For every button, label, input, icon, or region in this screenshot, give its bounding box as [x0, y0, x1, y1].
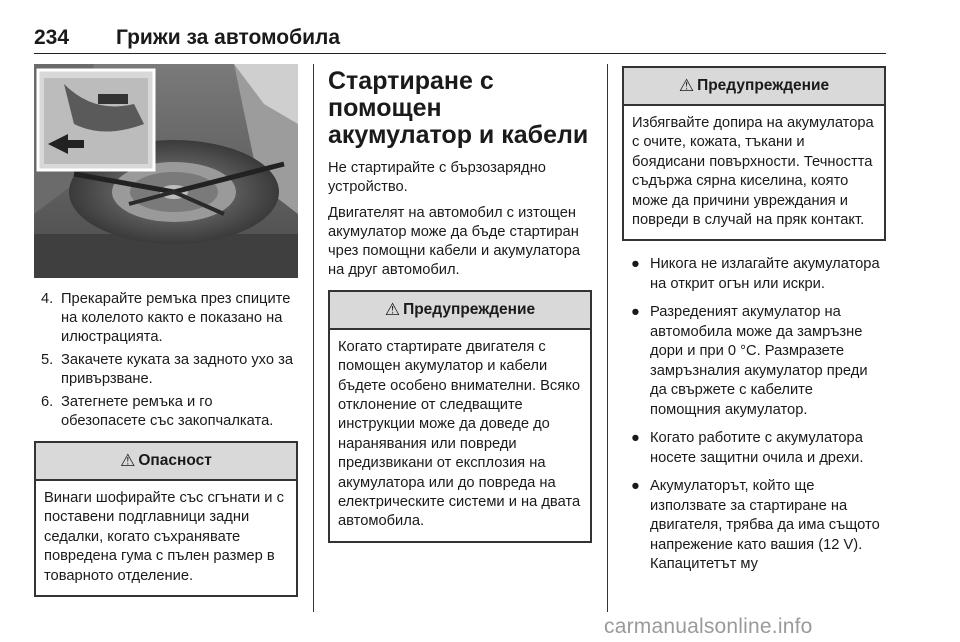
column-left: [34, 64, 298, 597]
list-item: 6. Затегнете ремъка и го обезопасете със закопчалката.: [41, 394, 274, 429]
warning-triangle-icon: ⚠: [120, 451, 136, 470]
list-item: ● Никога не излагайте акумулатора на открит огън или искри.: [631, 256, 880, 292]
page-number: 234: [34, 26, 70, 49]
list-item: 4. Прекарайте ремъка през спиците на колелото както е показано на илюстрацията.: [41, 291, 291, 345]
danger-box: [34, 441, 298, 597]
list-item: ● Акумулаторът, който ще използвате за стартиране на двигателя, трябва да има същото напрежение като вашия (12 V). Капацитетът му: [631, 478, 880, 573]
warning-box-text: Избягвайте допира на акумулатора с очите, кожата, тъкани и боядисани повърхности. Течността съдържа сярна киселина, която може да причини увреждания и повреди в случай на пряк контакт.: [632, 115, 874, 229]
spare-wheel-photo: [34, 64, 298, 278]
chapter-title: Грижи за автомобила: [116, 26, 341, 49]
bullet-list: [622, 255, 886, 575]
paragraph: Двигателят на автомобил с изтощен акумулатор може да бъде стартиран чрез помощни кабели и акумулатора на друг автомобил.: [328, 204, 581, 279]
paragraph: Не стартирайте с бързозарядно устройство.: [328, 160, 546, 196]
instruction-steps: [34, 290, 298, 431]
danger-box-header: ⚠ Опасност: [36, 443, 296, 481]
watermark: carmanualsonline.info: [604, 615, 813, 638]
column-middle: [328, 64, 592, 543]
warning-triangle-icon: ⚠: [678, 76, 695, 95]
list-item: ● Когато работите с акумулатора носете защитни очила и дрехи.: [631, 430, 864, 466]
car-trunk-spare-wheel-icon: [34, 64, 298, 278]
warning-box-text: Когато стартирате двигателя с помощен акумулатор и кабели бъдете особено внимателни. Всяко отклонение от следващите инструкции може да доведе до наранявания или повреди предизвикани от експлозия на акумулатора или до повреда на електрическите системи и на двата автомобила.: [338, 338, 581, 530]
column-divider: [313, 64, 314, 612]
warning-triangle-icon: ⚠: [384, 299, 401, 319]
list-item: ● Разреденият акумулатор на автомобила може да замръзне дори и при 0 °C. Размразете замръзналия акумулатор преди да свържете с кабелите помощния акумулатор.: [631, 304, 868, 418]
column-right: [622, 64, 886, 584]
section-title: Стартиране с помощен акумулатор и кабели: [328, 67, 589, 149]
danger-box-text: Винаги шофирайте със сгънати и с поставени подглавници задни седалки, когато съхранявате повредена гума с пълен размер в товарното отделение.: [44, 490, 284, 584]
warning-box: [622, 66, 886, 241]
column-divider: [607, 64, 608, 612]
warning-box: [328, 290, 592, 543]
warning-box-header: ⚠ Предупреждение: [624, 68, 884, 106]
warning-box-header: ⚠ Предупреждение: [330, 292, 590, 330]
list-item: 5. Закачете куката за задното ухо за привързване.: [41, 352, 294, 387]
page-header: [34, 26, 886, 54]
